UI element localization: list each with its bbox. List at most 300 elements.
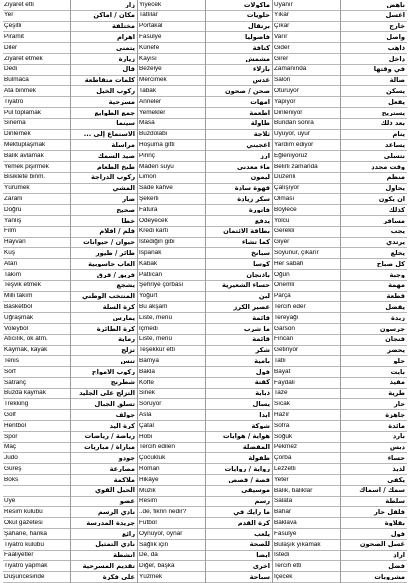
turkish-word: Girer: [274, 55, 289, 62]
turkish-word: Asla: [139, 411, 152, 418]
turkish-word: Bezelye: [139, 66, 162, 73]
turkish-word: Sinek: [139, 390, 155, 397]
arabic-translation: عصير الكرز: [233, 303, 270, 311]
arabic-translation: المفضلة: [242, 444, 270, 451]
turkish-word: Bundan sonra: [274, 120, 314, 127]
arabic-translation: قائمة: [252, 314, 270, 322]
turkish-word: Liste, menü: [139, 314, 173, 321]
arabic-translation: بازلاء: [252, 66, 270, 73]
arabic-translation: لذيذ: [392, 465, 405, 473]
turkish-word: Kredi kartı: [139, 228, 169, 235]
turkish-word: Sıcak: [274, 401, 290, 408]
turkish-word: Voleybol: [4, 325, 29, 332]
turkish-word: Bulaşık yıkamak: [274, 541, 321, 548]
arabic-translation: بايت: [390, 368, 405, 376]
arabic-translation: كلمات متقاطعة: [84, 77, 135, 84]
turkish-word: Balık, balıklar: [274, 487, 313, 494]
arabic-translation: مائدة: [388, 422, 405, 430]
arabic-translation: حلو: [393, 357, 405, 365]
arabic-translation: نادي التمثيل: [95, 541, 135, 549]
arabic-translation: ملاكمة: [113, 476, 135, 484]
arabic-translation: حساء: [387, 455, 405, 462]
arabic-translation: بطاقة الائتمان: [223, 228, 270, 235]
turkish-word: Tiyatro yapmak: [4, 563, 48, 570]
arabic-translation: ركوب الخيل: [96, 87, 135, 95]
turkish-word: Önemli: [274, 282, 295, 289]
arabic-translation: جمع الطوابع: [94, 109, 135, 117]
turkish-word: Üye: [4, 498, 16, 505]
turkish-word: Balık avlamak: [4, 152, 44, 159]
arabic-translation: قائمة: [252, 336, 270, 343]
turkish-word: Hoşuma gitti: [139, 142, 175, 149]
turkish-word: Her sabah: [274, 260, 304, 267]
arabic-translation: مأكولات: [243, 1, 270, 9]
arabic-translation: فاصوليا: [245, 33, 270, 41]
arabic-translation: جولف: [115, 411, 135, 419]
arabic-translation: طاولة: [250, 120, 270, 127]
turkish-word: Baklava: [274, 519, 297, 526]
turkish-word: Uyuyor, uyur: [274, 131, 310, 138]
turkish-word: Faaliyetler: [4, 552, 34, 559]
turkish-word: Giyer: [274, 239, 290, 246]
turkish-word: Fatura: [139, 206, 158, 213]
turkish-word: Anneler: [139, 98, 162, 105]
arabic-translation: قال: [122, 66, 135, 73]
turkish-word: Hobi: [139, 433, 153, 440]
turkish-word: Satranç: [4, 379, 27, 386]
arabic-translation: نتسلى: [383, 152, 405, 160]
arabic-translation: سلطة: [385, 498, 405, 505]
turkish-word: ..de, fikrin nedir?: [139, 509, 187, 516]
arabic-translation: كرة القدم: [237, 519, 270, 527]
arabic-translation: حلويات: [246, 12, 270, 19]
arabic-translation: داخل: [388, 55, 405, 63]
arabic-translation: واصل: [386, 33, 405, 41]
arabic-translation: ألعاب حاسوبية: [88, 260, 135, 268]
arabic-translation: لبن: [258, 293, 270, 300]
turkish-word: Kuş: [4, 250, 16, 257]
turkish-word: Portakal: [139, 23, 163, 30]
arabic-translation: أيضا: [256, 552, 270, 559]
arabic-translation: رسم: [254, 498, 270, 505]
turkish-word: Maden suyu: [139, 163, 174, 170]
turkish-word: Şahane, harika: [4, 530, 47, 537]
arabic-translation: بقلاوة: [384, 519, 405, 527]
arabic-translation: منظم: [386, 174, 405, 181]
turkish-word: Maç: [4, 444, 17, 451]
arabic-translation: طفولة: [248, 455, 270, 462]
arabic-translation: الحبل القوي: [94, 487, 135, 495]
turkish-word: Bu akşam: [139, 304, 168, 310]
turkish-word: Judo: [4, 455, 18, 462]
arabic-translation: سباحة: [249, 573, 270, 581]
turkish-word: Teşekkür etti: [139, 347, 175, 354]
turkish-word: Tercih etti: [274, 563, 302, 570]
arabic-translation: عضو: [119, 498, 135, 505]
turkish-word: Sofra: [274, 422, 290, 429]
arabic-translation: مسافر: [383, 217, 405, 225]
turkish-word: Bamya: [139, 357, 159, 364]
arabic-translation: المشي: [112, 185, 135, 192]
arabic-translation: فضل: [388, 563, 405, 570]
turkish-word: Diler: [4, 44, 18, 51]
arabic-translation: فول: [255, 368, 270, 376]
turkish-word: Hikâye: [139, 476, 159, 483]
arabic-translation: أخرى: [252, 563, 270, 570]
arabic-translation: يمارس: [112, 314, 135, 322]
arabic-translation: كفتة: [254, 379, 270, 387]
turkish-word: Boks: [4, 476, 19, 483]
turkish-word: İçmedi: [139, 325, 158, 332]
turkish-word: Tatlı: [274, 357, 286, 364]
turkish-word: Roman: [139, 465, 160, 472]
turkish-word: Bahar: [274, 509, 292, 516]
vocabulary-table: [3, 0, 407, 583]
arabic-translation: كوسا: [253, 260, 270, 268]
arabic-translation: فاتورة: [248, 206, 270, 214]
turkish-word: Yıkar: [274, 12, 289, 19]
turkish-word: Gerekli: [274, 228, 295, 235]
arabic-translation: طائر / طيور: [95, 249, 135, 257]
arabic-translation: طرية: [388, 390, 405, 397]
turkish-word: İstedi: [274, 552, 290, 559]
arabic-translation: صحيح: [116, 206, 135, 214]
arabic-translation: غسل الصحون: [359, 541, 405, 549]
turkish-word: Kabak: [139, 260, 158, 267]
column-divider: [137, 0, 138, 583]
turkish-word: Mercimek: [139, 77, 167, 84]
arabic-translation: ركوب الأمواج: [91, 368, 135, 376]
arabic-translation: أعجبني: [246, 141, 270, 149]
arabic-translation: مباراة / مباريات: [84, 444, 135, 451]
arabic-translation: يسكن: [386, 87, 405, 95]
arabic-translation: فريق / فرق: [96, 271, 135, 279]
column-divider: [340, 0, 341, 583]
turkish-word: Ata binmek: [4, 88, 36, 95]
column-divider: [272, 0, 273, 583]
arabic-translation: مفيد: [389, 379, 405, 387]
arabic-translation: المنتخب الوطني: [81, 293, 135, 300]
turkish-word: Hayvan: [4, 239, 26, 246]
turkish-word: Faydalı: [274, 379, 295, 386]
arabic-translation: جودو: [118, 455, 135, 462]
turkish-word: Parça: [274, 293, 291, 300]
turkish-word: Soğuk: [274, 433, 293, 440]
turkish-word: Lezzetli: [274, 465, 296, 472]
arabic-translation: قصة / قصص: [228, 476, 270, 484]
turkish-word: Olması: [274, 196, 295, 203]
arabic-translation: للصحة: [249, 541, 270, 549]
arabic-translation: أبدا: [259, 411, 270, 419]
turkish-word: Çorba: [274, 455, 292, 462]
arabic-translation: مختلفة: [112, 23, 135, 30]
turkish-word: Ispanak: [139, 250, 162, 257]
arabic-translation: مصارعة: [109, 465, 135, 473]
arabic-translation: أهرام: [116, 33, 135, 41]
turkish-word: Kaymak, kayak: [4, 347, 48, 354]
turkish-word: Yapıyor: [274, 98, 296, 105]
turkish-word: Fasulye: [274, 530, 297, 537]
arabic-translation: وجبة: [389, 271, 405, 279]
arabic-translation: باذنجان: [246, 271, 270, 279]
turkish-word: Dedi: [4, 66, 18, 73]
arabic-translation: تزلج: [121, 347, 135, 354]
turkish-word: Patlıcan: [139, 271, 163, 278]
turkish-word: Ziyaret etmek: [4, 55, 43, 62]
arabic-translation: أراد: [393, 552, 405, 559]
turkish-word: Oynuyor, oynar: [139, 530, 183, 537]
turkish-word: Buzda kaymak: [4, 390, 46, 397]
turkish-word: Tereyağı: [274, 314, 299, 321]
turkish-word: Film: [4, 228, 17, 235]
turkish-word: Getiriyor: [274, 347, 299, 354]
arabic-translation: شطرنج: [110, 379, 135, 387]
arabic-translation: سمك / أسماك: [359, 487, 405, 495]
arabic-translation: التزلج على الجليد: [79, 390, 135, 397]
turkish-word: Yemek pişirmek: [4, 163, 49, 170]
turkish-word: Pirinç: [139, 152, 155, 159]
arabic-translation: رواية / روايات: [224, 465, 270, 473]
arabic-translation: بامية: [254, 357, 270, 365]
turkish-word: Bakla: [139, 368, 155, 375]
turkish-word: Spor: [4, 433, 18, 440]
arabic-translation: مسرحية: [108, 98, 135, 106]
arabic-translation: أن يكون: [378, 195, 405, 203]
turkish-word: Yardım ediyor: [274, 142, 314, 149]
arabic-translation: سبانخ: [251, 249, 270, 257]
turkish-word: Sörf: [4, 368, 16, 375]
turkish-word: De, da: [139, 552, 158, 559]
turkish-word: Yemekler: [139, 109, 166, 116]
arabic-translation: كما تشاء: [241, 239, 270, 246]
turkish-word: Düşüncesinde: [4, 573, 45, 580]
turkish-word: Çatal: [139, 422, 154, 429]
arabic-translation: سكر زيادة: [237, 195, 270, 203]
arabic-translation: تقديم المسرحية: [82, 563, 135, 570]
turkish-word: Hazır: [274, 411, 290, 418]
turkish-word: Salata: [274, 498, 293, 505]
arabic-translation: ليمون: [250, 174, 270, 181]
turkish-word: Takım: [4, 271, 22, 278]
turkish-word: Zararlı: [4, 196, 23, 203]
arabic-translation: مشمش: [245, 55, 270, 63]
arabic-translation: في وقتها: [373, 66, 405, 73]
turkish-word: Golf: [4, 411, 16, 418]
arabic-translation: بعد ذلك: [380, 120, 405, 127]
turkish-word: Öğün: [274, 271, 290, 278]
turkish-word: Piramit: [4, 34, 24, 41]
arabic-translation: يستريح: [381, 109, 405, 117]
turkish-word: Tabak: [139, 88, 157, 95]
turkish-word: Pekmez: [274, 444, 298, 451]
turkish-word: Belirli zamanda: [274, 163, 318, 170]
turkish-word: Milli takım: [4, 293, 33, 300]
column-divider: [70, 0, 71, 583]
arabic-translation: مكان / أماكن: [93, 12, 135, 19]
arabic-translation: شكر: [255, 347, 270, 354]
arabic-translation: طبخ الطعام: [96, 163, 135, 171]
turkish-word: Atıcılık, ok atm.: [4, 336, 48, 343]
turkish-word: Güreş: [4, 465, 22, 472]
arabic-translation: بارد: [392, 433, 405, 441]
turkish-word: Yeter: [274, 476, 289, 483]
arabic-translation: صيد السمك: [97, 152, 135, 160]
turkish-word: Taze: [274, 390, 288, 397]
arabic-translation: يرتدي: [386, 239, 405, 246]
arabic-translation: حساء الشعيرية: [221, 282, 270, 289]
arabic-translation: تسلق الجبال: [94, 401, 135, 408]
turkish-word: Varır: [274, 34, 288, 41]
arabic-translation: مشروبات: [374, 573, 405, 581]
turkish-word: Soruyor: [139, 401, 162, 408]
arabic-translation: تنس: [120, 357, 135, 365]
arabic-translation: ما رأيك في: [233, 509, 270, 516]
turkish-word: İçecek: [274, 573, 293, 580]
turkish-word: Sade kahve: [139, 185, 173, 192]
turkish-word: Futbol: [139, 519, 157, 526]
turkish-word: Diğer, başka: [139, 563, 175, 570]
turkish-word: Liste, menü: [139, 336, 173, 343]
arabic-translation: ضار: [122, 195, 135, 203]
turkish-word: İstediğin gibi: [139, 239, 175, 246]
turkish-word: Yiyecek: [139, 1, 162, 8]
turkish-word: Trekking: [4, 401, 29, 408]
arabic-translation: شوكة: [251, 422, 270, 430]
arabic-translation: أطعمة: [249, 109, 270, 117]
arabic-translation: جريدة المدرسة: [86, 519, 135, 527]
turkish-word: Soyunur, çıkarır: [274, 250, 319, 257]
arabic-translation: قهوة سادة: [234, 185, 270, 192]
arabic-translation: رائع: [121, 530, 135, 538]
turkish-word: Hentbol: [4, 422, 27, 429]
turkish-word: Fincan: [274, 336, 294, 343]
turkish-word: Basketbol: [4, 304, 33, 310]
turkish-word: Oturuyor: [274, 88, 299, 95]
turkish-word: Ziyaret etti: [4, 1, 34, 8]
turkish-word: Yer: [4, 12, 14, 19]
arabic-translation: يحاول: [385, 185, 405, 192]
turkish-word: Şekerli: [139, 196, 159, 203]
arabic-translation: أرز: [260, 152, 270, 160]
turkish-word: Sağlık için: [139, 541, 169, 548]
arabic-translation: أنشطة: [113, 552, 135, 559]
arabic-translation: ينام: [392, 131, 405, 138]
arabic-translation: سينما: [116, 120, 135, 127]
arabic-translation: اغسل: [385, 12, 405, 19]
turkish-word: Yoğurt: [139, 293, 158, 300]
turkish-word: Limon: [139, 174, 157, 181]
turkish-word: Kayısı: [139, 55, 157, 62]
arabic-translation: كذلك: [388, 206, 405, 214]
arabic-translation: ذاهب: [387, 44, 405, 52]
turkish-word: Düzenli: [274, 174, 296, 181]
turkish-word: Teşvik etmek: [4, 282, 41, 289]
turkish-word: Tatlılar: [139, 12, 158, 19]
arabic-translation: يخلع: [390, 249, 405, 257]
arabic-translation: ذبابة: [255, 390, 270, 397]
turkish-word: Bisiklete binm.: [4, 174, 46, 181]
arabic-translation: وقت محدد: [371, 163, 405, 171]
turkish-word: Tiyatro: [4, 98, 24, 105]
turkish-word: Doğru: [4, 206, 22, 213]
turkish-word: Resim kulübü: [4, 509, 43, 516]
arabic-translation: زار: [125, 1, 135, 9]
turkish-word: Dinleniyor: [274, 109, 303, 116]
turkish-word: Müzik: [139, 487, 156, 494]
turkish-word: Çocukluk: [139, 455, 166, 462]
turkish-word: Sinema: [4, 120, 26, 127]
arabic-translation: برتقال: [248, 23, 270, 30]
arabic-translation: حار: [393, 401, 405, 408]
turkish-word: Köfte: [139, 379, 154, 386]
arabic-translation: صالة: [389, 77, 405, 84]
arabic-translation: ركوب الدراجة: [90, 174, 135, 181]
turkish-word: Buzdolabı: [139, 131, 168, 138]
arabic-translation: موسيقى: [241, 487, 270, 495]
arabic-translation: كرة اليد: [109, 422, 135, 430]
arabic-translation: يدفع: [254, 217, 270, 225]
arabic-translation: عدس: [252, 77, 270, 84]
arabic-translation: كل صباح: [376, 260, 405, 268]
arabic-translation: على فكرة: [102, 573, 135, 581]
arabic-translation: رماية: [118, 336, 135, 343]
turkish-word: Tenis: [4, 357, 19, 364]
turkish-word: Şehriye çorbası: [139, 282, 184, 289]
turkish-word: Künefe: [139, 44, 160, 51]
turkish-word: Dinlemek: [4, 131, 31, 138]
arabic-translation: يحضر: [387, 347, 405, 354]
arabic-translation: خارج: [389, 23, 405, 30]
turkish-word: Tercih edilen: [139, 444, 175, 451]
turkish-word: Çeşitli: [4, 23, 22, 30]
arabic-translation: ثلاجة: [253, 131, 270, 138]
arabic-translation: صحن / صحون: [225, 87, 270, 95]
arabic-translation: يتمنى: [116, 44, 135, 52]
arabic-translation: مراسلة: [111, 141, 135, 149]
column-divider: [205, 0, 206, 583]
arabic-translation: يشجع: [116, 282, 135, 289]
turkish-word: Atari: [4, 260, 18, 267]
turkish-word: Salon: [274, 77, 291, 84]
turkish-word: Bulmaca: [4, 77, 29, 84]
arabic-translation: كرة الطائرة: [96, 325, 135, 333]
arabic-translation: فول: [390, 530, 405, 538]
turkish-word: Çıkar: [274, 23, 290, 30]
turkish-word: Böylece: [274, 206, 297, 213]
turkish-word: Yürümek: [4, 185, 30, 192]
arabic-translation: قطعة: [386, 293, 405, 300]
turkish-word: Okul gazetesi: [4, 519, 43, 526]
turkish-word: Çalışıyor: [274, 185, 300, 192]
turkish-word: Yanlış: [4, 217, 22, 224]
turkish-word: Garson: [274, 325, 295, 332]
turkish-word: Zamanında: [274, 66, 307, 73]
arabic-translation: حيوان / حيوانات: [83, 239, 135, 246]
turkish-word: Resim: [139, 498, 158, 505]
arabic-translation: يساعد: [385, 141, 405, 149]
turkish-word: Fasulye: [139, 34, 162, 41]
arabic-translation: يكفي: [387, 476, 405, 484]
turkish-word: Ödeyecek: [139, 217, 168, 224]
arabic-translation: يسأل: [252, 401, 270, 408]
arabic-translation: ناهض: [386, 1, 405, 9]
turkish-word: Masa: [139, 120, 155, 127]
arabic-translation: كنافة: [252, 44, 270, 52]
turkish-word: Yolcu: [274, 217, 290, 224]
turkish-word: Uğraşmak: [4, 314, 34, 321]
arabic-translation: خطأ: [121, 217, 135, 225]
arabic-translation: نادي الرسم: [97, 509, 135, 516]
